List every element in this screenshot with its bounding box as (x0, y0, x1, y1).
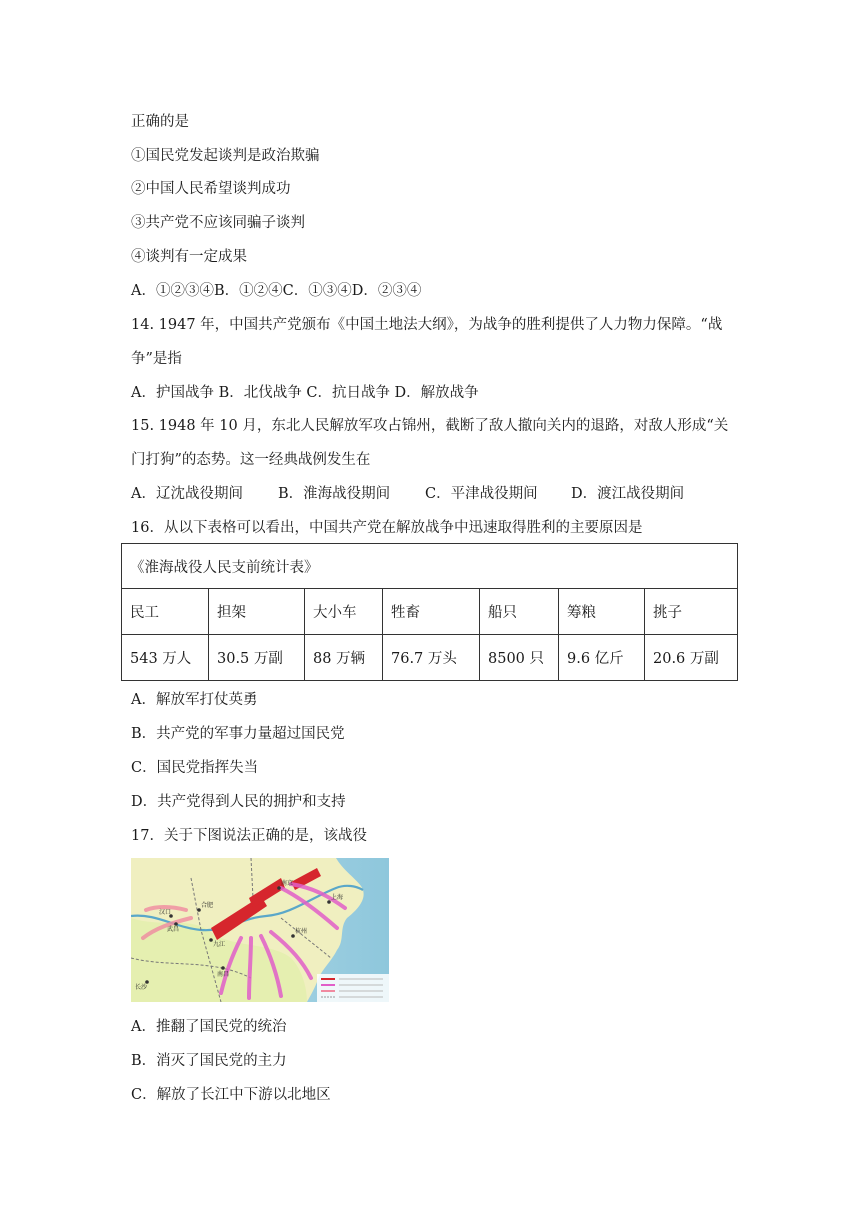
q17-option-c: C．解放了长江中下游以北地区 (131, 1087, 331, 1103)
crossing-campaign-map (131, 858, 389, 1002)
q15-option-d: D．渡江战役期间 (571, 486, 685, 502)
q15-stem-line1: 15. 1948 年 10 月，东北人民解放军攻占锦州，截断了敌人撤向关内的退路，对敌人形成“关 (131, 418, 729, 434)
table-row (122, 635, 738, 681)
table-cell: 9.6 亿斤 (559, 635, 645, 681)
q14-stem-line1: 14. 1947 年，中国共产党颁布《中国土地法大纲》，为战争的胜利提供了人力物力保障。“战 (131, 317, 723, 333)
table-cell: 76.7 万头 (383, 635, 480, 681)
q14-options: A．护国战争 B．北伐战争 C．抗日战争 D．解放战争 (131, 385, 479, 401)
q14-stem-line2: 争”是指 (131, 351, 182, 367)
table-cell: 8500 只 (480, 635, 559, 681)
table-cell: 30.5 万副 (209, 635, 305, 681)
table-header-cell: 挑子 (645, 589, 738, 635)
table-header-cell: 筹粮 (559, 589, 645, 635)
table-cell: 543 万人 (122, 635, 209, 681)
q15-option-b: B．淮海战役期间 (278, 486, 391, 502)
q16-stem: 16．从以下表格可以看出，中国共产党在解放战争中迅速取得胜利的主要原因是 (131, 520, 643, 536)
table-cell: 88 万辆 (305, 635, 383, 681)
q13-item-3: ③共产党不应该同骗子谈判 (131, 215, 305, 231)
table-header-cell: 船只 (480, 589, 559, 635)
q16-option-c: C．国民党指挥失当 (131, 760, 259, 776)
q13-item-4: ④谈判有一定成果 (131, 249, 247, 265)
q13-item-1: ①国民党发起谈判是政治欺骗 (131, 148, 320, 164)
q17-stem: 17．关于下图说法正确的是，该战役 (131, 828, 367, 844)
map-label-hefei: 合肥 (201, 902, 214, 909)
map-label-hankou: 汉口 (159, 909, 172, 916)
map-label-shanghai: 上海 (331, 894, 344, 901)
support-statistics-table (121, 543, 738, 681)
map-legend (317, 974, 389, 1002)
q15-options (131, 484, 684, 504)
q13-stem-end: 正确的是 (131, 114, 189, 130)
map-label-jiujiang: 九江 (213, 941, 226, 948)
q16-option-a: A．解放军打仗英勇 (131, 692, 258, 708)
map-label-changsha: 长沙 (135, 984, 148, 991)
q15-option-a: A．辽沈战役期间 (131, 486, 243, 502)
q15-stem-line2: 门打狗”的态势。这一经典战例发生在 (131, 452, 371, 468)
table-header-cell: 大小车 (305, 589, 383, 635)
table-header-cell: 牲畜 (383, 589, 480, 635)
q16-option-b: B．共产党的军事力量超过国民党 (131, 726, 345, 742)
q13-options: A．①②③④B．①②④C．①③④D．②③④ (131, 283, 422, 299)
table-title-row (122, 544, 738, 589)
map-label-hangzhou: 杭州 (295, 928, 308, 935)
table-title: 《淮海战役人民支前统计表》 (122, 544, 738, 589)
map-label-wuchang: 武昌 (167, 926, 180, 933)
q16-option-d: D．共产党得到人民的拥护和支持 (131, 794, 346, 810)
table-cell: 20.6 万副 (645, 635, 738, 681)
map-label-nanjing: 南京 (281, 880, 294, 887)
q17-option-b: B．消灭了国民党的主力 (131, 1053, 287, 1069)
map-label-nanchang: 南昌 (217, 971, 230, 978)
table-header-cell: 民工 (122, 589, 209, 635)
q15-option-c: C．平津战役期间 (425, 486, 538, 502)
q13-item-2: ②中国人民希望谈判成功 (131, 181, 291, 197)
table-header-row (122, 589, 738, 635)
q17-option-a: A．推翻了国民党的统治 (131, 1019, 287, 1035)
table-header-cell: 担架 (209, 589, 305, 635)
